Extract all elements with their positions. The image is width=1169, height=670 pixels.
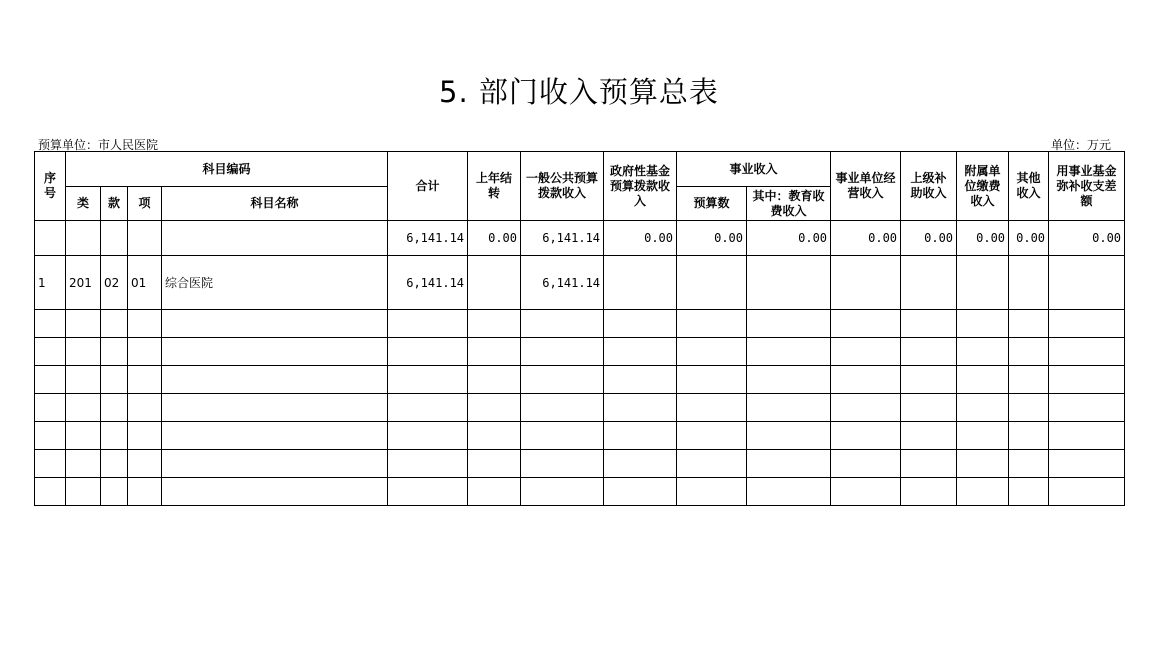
table-row-empty [35,478,1125,506]
table-row-empty [35,450,1125,478]
table-row-empty [35,366,1125,394]
cell-gov-fund: 0.00 [604,221,677,256]
cell-carryover: 0.00 [468,221,521,256]
cell-total: 6,141.14 [388,221,468,256]
cell-total: 6,141.14 [388,256,468,310]
cell-edu-fee: 0.00 [747,221,831,256]
cell-edu-fee [747,256,831,310]
cell-affiliated [957,256,1009,310]
header-carryover: 上年结转 [468,152,521,221]
cell-general-budget: 6,141.14 [521,221,604,256]
header-row-1 [35,152,1125,187]
cell-fund-offset: 0.00 [1049,221,1125,256]
header-lei: 类 [66,187,101,221]
table-row-empty [35,422,1125,450]
cell-general-budget: 6,141.14 [521,256,604,310]
header-general-budget: 一般公共预算拨款收入 [521,152,604,221]
table-row-empty [35,394,1125,422]
cell-business: 0.00 [831,221,901,256]
budget-table [34,151,1125,506]
header-superior-subsidy: 上级补助收入 [901,152,957,221]
cell-business [831,256,901,310]
header-shiye-group: 事业收入 [677,152,831,187]
budget-unit-label: 预算单位：市人民医院 [38,138,159,152]
header-fund-offset: 用事业基金弥补收支差额 [1049,152,1125,221]
cell-fund-offset [1049,256,1125,310]
cell-name [162,221,388,256]
cell-carryover [468,256,521,310]
cell-kuan: 02 [101,256,128,310]
cell-other: 0.00 [1009,221,1049,256]
cell-xiang: 01 [128,256,162,310]
cell-superior-subsidy: 0.00 [901,221,957,256]
table-row-empty [35,310,1125,338]
cell-other [1009,256,1049,310]
header-gov-fund: 政府性基金预算拨款收入 [604,152,677,221]
header-total: 合计 [388,152,468,221]
cell-kuan [101,221,128,256]
header-name: 科目名称 [162,187,388,221]
table-row-empty [35,338,1125,366]
header-other: 其他收入 [1009,152,1049,221]
cell-budget-num [677,256,747,310]
cell-xiang [128,221,162,256]
cell-affiliated: 0.00 [957,221,1009,256]
header-budget-num: 预算数 [677,187,747,221]
cell-superior-subsidy [901,256,957,310]
cell-lei [66,221,101,256]
header-seq: 序号 [35,152,66,221]
cell-budget-num: 0.00 [677,221,747,256]
header-affiliated: 附属单位缴费收入 [957,152,1009,221]
cell-seq [35,221,66,256]
cell-lei: 201 [66,256,101,310]
cell-gov-fund [604,256,677,310]
page-title: 5. 部门收入预算总表 [439,75,719,109]
header-business: 事业单位经营收入 [831,152,901,221]
table-row-total [35,221,1125,256]
header-code-group: 科目编码 [66,152,388,187]
cell-name: 综合医院 [162,256,388,310]
cell-seq: 1 [35,256,66,310]
table-row [35,256,1125,310]
currency-unit-label: 单位：万元 [1051,138,1112,152]
header-xiang: 项 [128,187,162,221]
header-edu-fee: 其中：教育收费收入 [747,187,831,221]
header-kuan: 款 [101,187,128,221]
